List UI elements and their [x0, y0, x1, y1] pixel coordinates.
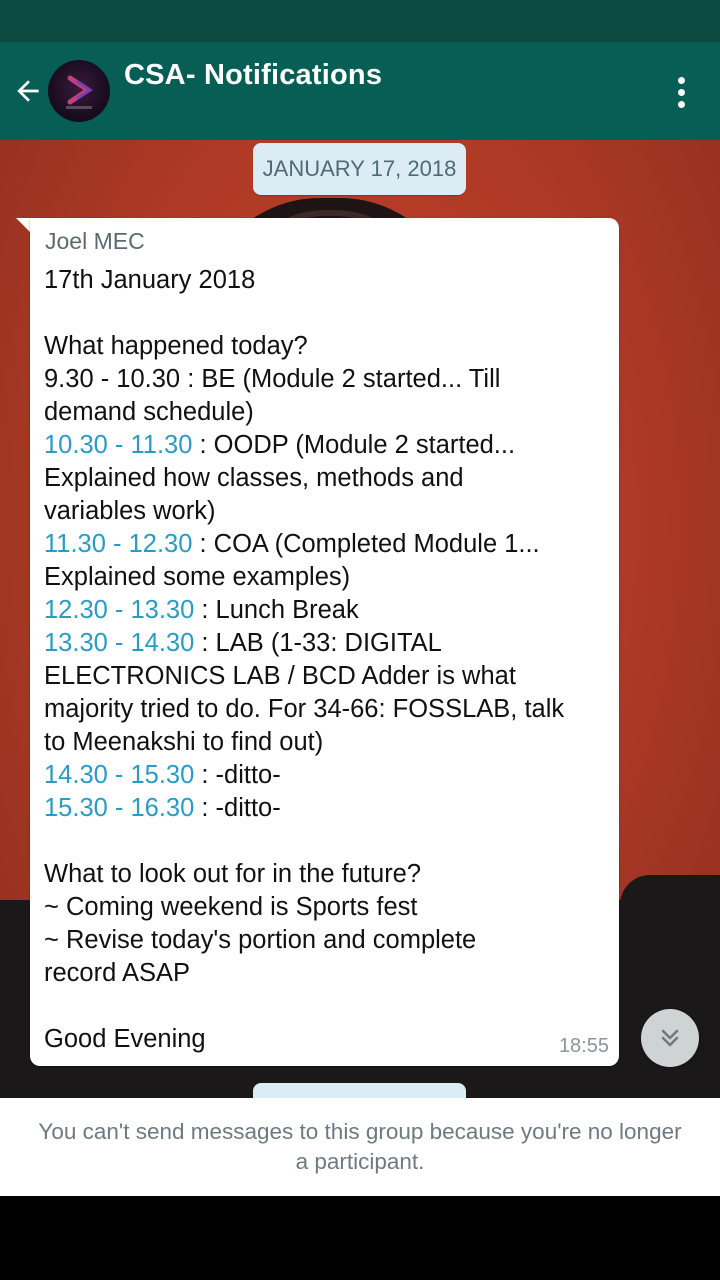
message-line-text: ~ Coming weekend is Sports fest [44, 893, 418, 921]
message-line [44, 759, 612, 792]
message-line-text: : -ditto- [194, 794, 281, 822]
message-line-text: demand schedule) [44, 398, 254, 426]
message-line [44, 264, 612, 297]
message-line-text: ~ Revise today's portion and complete [44, 926, 477, 954]
back-button[interactable] [8, 68, 48, 114]
message-line [44, 1023, 612, 1056]
message-line [44, 726, 612, 759]
message-line-text: to Meenakshi to find out) [44, 728, 324, 756]
message-line [44, 660, 612, 693]
message-line [44, 990, 612, 1023]
not-participant-text: You can't send messages to this group because you're no longer a participant. [38, 1119, 682, 1174]
arrow-left-icon [12, 75, 44, 107]
chat-title[interactable]: CSA- Notifications [124, 59, 383, 91]
message-time-link[interactable]: 14.30 - 15.30 [44, 761, 195, 789]
more-options-button[interactable] [662, 72, 700, 112]
message-line [44, 891, 612, 924]
message-line [44, 495, 612, 528]
message-line-text: : Lunch Break [194, 596, 359, 624]
message-line-text: 9.30 - 10.30 : BE (Module 2 started... Till [44, 365, 501, 393]
scroll-to-bottom-button[interactable] [641, 1009, 699, 1067]
message-time-link[interactable]: 13.30 - 14.30 [44, 629, 195, 657]
message-line [44, 297, 612, 330]
message-line-text: What to look out for in the future? [44, 860, 422, 888]
message-line [44, 561, 612, 594]
message-time-link[interactable]: 10.30 - 11.30 [44, 431, 193, 459]
message-line [44, 924, 612, 957]
status-bar [0, 0, 720, 42]
message-line-text: Explained how classes, methods and [44, 464, 464, 492]
message-line-text: : OODP (Module 2 started... [192, 431, 516, 459]
message-line [44, 528, 612, 561]
message-line [44, 594, 612, 627]
message-line-text: Good Evening [44, 1025, 206, 1053]
group-logo-icon [48, 60, 110, 122]
composer-disabled-notice [0, 1098, 720, 1196]
message-time-link[interactable]: 15.30 - 16.30 [44, 794, 195, 822]
message-line-text: majority tried to do. For 34-66: FOSSLAB, talk [44, 695, 565, 723]
message-line [44, 627, 612, 660]
message-line-text: variables work) [44, 497, 216, 525]
message-line-text: What happened today? [44, 332, 308, 360]
message-line-text: Explained some examples) [44, 563, 351, 591]
message-bubble[interactable] [30, 218, 619, 1066]
message-line [44, 462, 612, 495]
message-line-text: : LAB (1-33: DIGITAL [194, 629, 442, 657]
date-separator: JANUARY 17, 2018 [253, 143, 466, 195]
double-chevron-down-icon [656, 1024, 684, 1052]
message-line [44, 363, 612, 396]
message-line [44, 693, 612, 726]
navigation-bar [0, 1196, 720, 1280]
message-line [44, 330, 612, 363]
message-line-text: : COA (Completed Module 1... [192, 530, 540, 558]
more-vertical-icon [678, 77, 685, 84]
message-time-link[interactable]: 12.30 - 13.30 [44, 596, 195, 624]
message-line [44, 858, 612, 891]
message-line-text: 17th January 2018 [44, 266, 256, 294]
app-bar [0, 42, 720, 140]
group-avatar[interactable] [48, 60, 110, 122]
message-sender[interactable]: Joel MEC [45, 228, 145, 254]
message-line [44, 825, 612, 858]
message-line [44, 396, 612, 429]
message-text [44, 264, 612, 1056]
message-time-link[interactable]: 11.30 - 12.30 [44, 530, 193, 558]
message-time: 18:55 [558, 1035, 609, 1057]
message-line [44, 792, 612, 825]
message-line-text: ELECTRONICS LAB / BCD Adder is what [44, 662, 516, 690]
message-line [44, 957, 612, 990]
message-line [44, 429, 612, 462]
message-line-text: record ASAP [44, 959, 190, 987]
message-line-text: : -ditto- [194, 761, 281, 789]
